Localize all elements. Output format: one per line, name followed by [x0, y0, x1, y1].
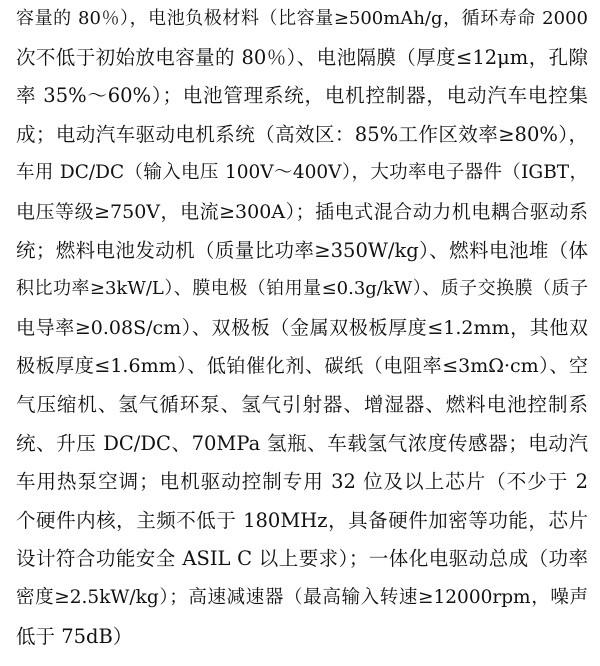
body-paragraph	[16, 0, 588, 656]
text-line: 次不低于初始放电容量的 80％）、电池隔膜（厚度≤12μm，孔隙	[16, 45, 588, 69]
text-line: 密度≥2.5kW/kg）；高速减速器（最高输入转速≥12000rpm，噪声	[16, 586, 588, 608]
text-line: 极板厚度≤1.6mm）、低铂催化剂、碳纸（电阻率≤3mΩ·cm）、空	[16, 355, 588, 378]
text-line: 车用热泵空调；电机驱动控制专用 32 位及以上芯片（不少于 2	[16, 470, 588, 494]
text-line: 气压缩机、氢气循环泵、氢气引射器、增湿器、燃料电池控制系	[16, 392, 588, 416]
text-line: 统、升压 DC/DC、70MPa 氢瓶、车载氢气浓度传感器；电动汽	[16, 431, 588, 455]
text-line: 积比功率≥3kW/L）、膜电极（铂用量≤0.3g/kW）、质子交换膜（质子	[16, 278, 588, 300]
text-line: 容量的 80％），电池负极材料（比容量≥500mAh/g，循环寿命 2000	[16, 8, 588, 29]
text-line: 成；电动汽车驱动电机系统（高效区：85%工作区效率≥80%），	[16, 122, 588, 146]
text-line: 设计符合功能安全 ASIL C 以上要求）；一体化电驱动总成（功率	[16, 547, 588, 571]
text-line: 车用 DC/DC（输入电压 100V～400V），大功率电子器件（IGBT，	[16, 162, 588, 184]
text-line: 电压等级≥750V，电流≥300A）；插电式混合动力机电耦合驱动系	[16, 200, 588, 223]
text-line: 统；燃料电池发动机（质量比功率≥350W/kg）、燃料电池堆（体	[16, 238, 588, 262]
text-line: 低于 75dB）	[16, 624, 133, 648]
text-line: 个硬件内核，主频不低于 180MHz，具备硬件加密等功能，芯片	[16, 508, 588, 532]
text-line: 率 35%～60%）；电池管理系统，电机控制器，电动汽车电控集	[16, 84, 588, 108]
text-line: 电导率≥0.08S/cm）、双极板（金属双极板厚度≤1.2mm，其他双	[16, 316, 588, 339]
